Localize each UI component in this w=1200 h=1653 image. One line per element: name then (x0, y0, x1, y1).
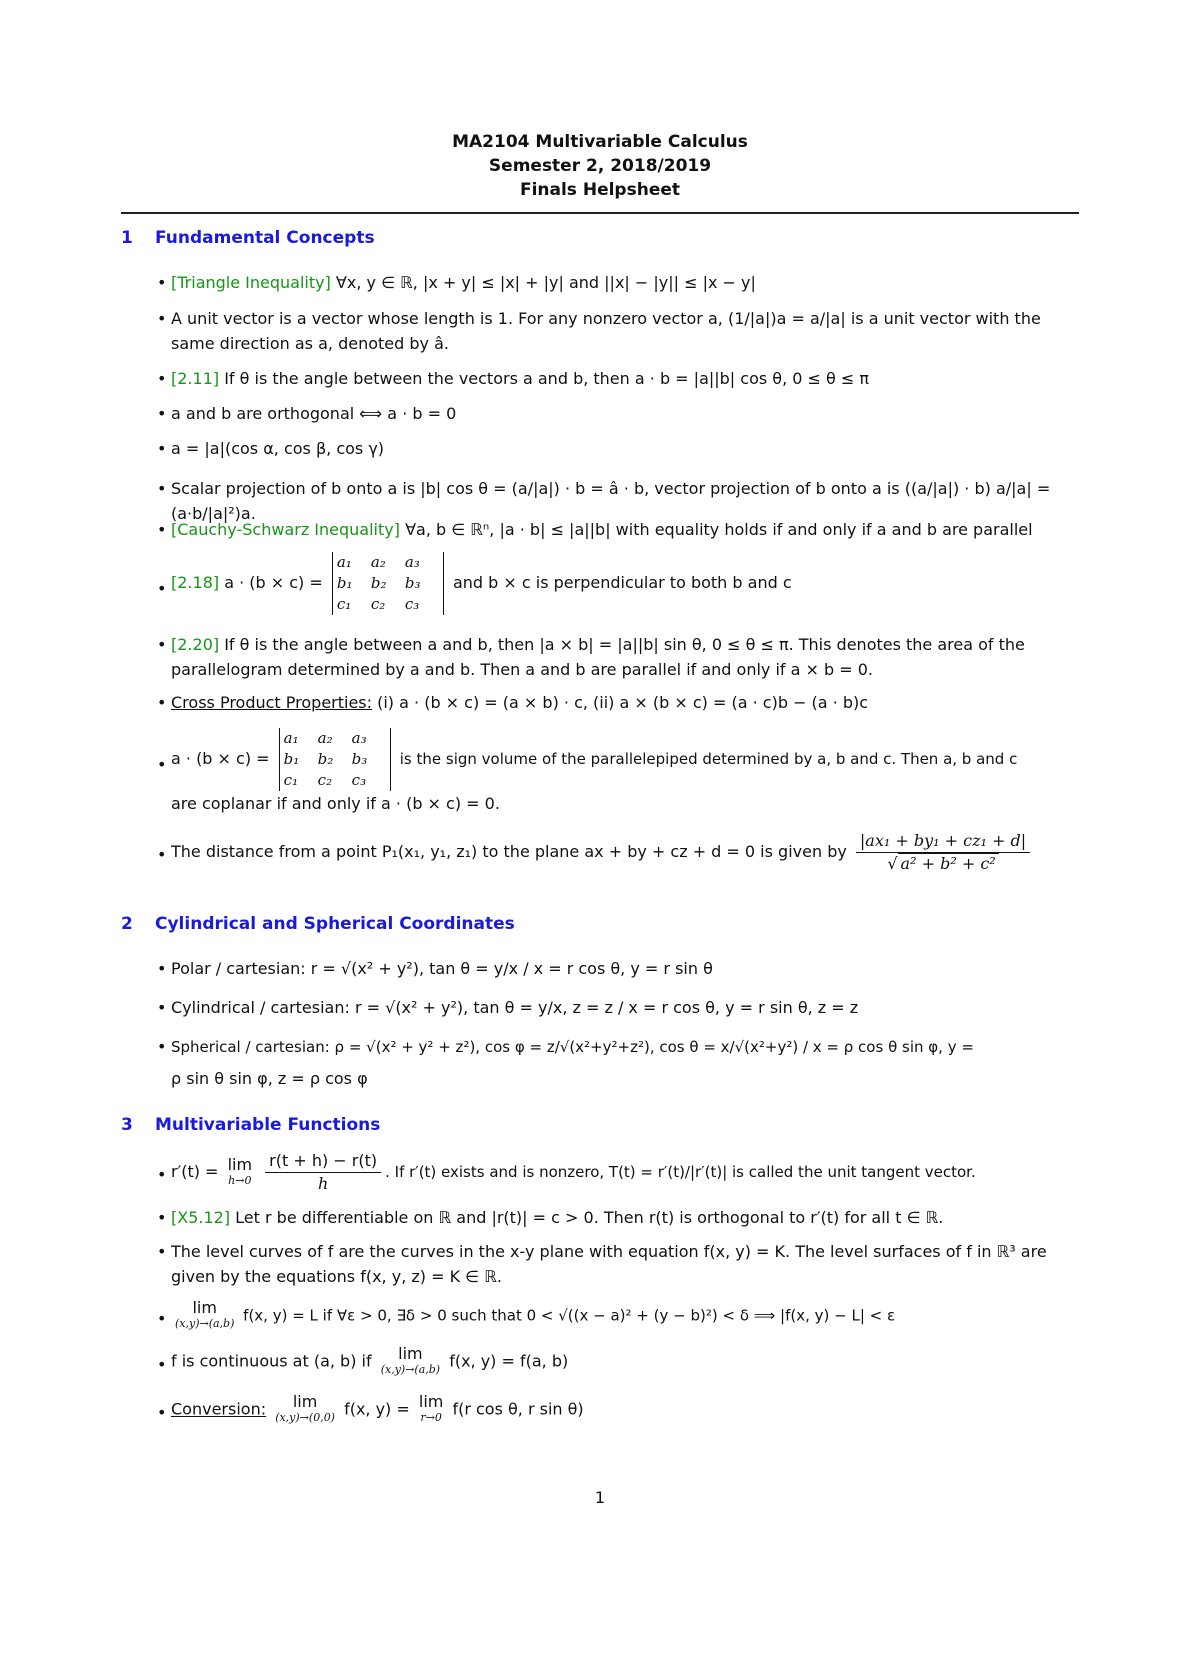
reference-link[interactable]: [X5.12] (171, 1208, 231, 1227)
list-item-spherical: • Spherical / cartesian: ρ = √(x² + y² + z²), cos φ = z/√(x²+y²+z²), cos θ = x/√(x²+y²) / x = ρ cos θ sin φ, y = ρ sin θ sin φ, z = ρ cos φ (157, 1037, 974, 1088)
section-3-heading: 3 Multivariable Functions (121, 1115, 381, 1135)
section-2-heading: 2 Cylindrical and Spherical Coordinates (121, 914, 515, 934)
reference-link[interactable]: [2.11] (171, 369, 220, 388)
limit-operator: lim (x,y)→(a,b) (175, 1298, 235, 1330)
difference-quotient: $\frac{r(t + h) - r(t)}{h}$ (265, 1150, 381, 1195)
list-item-sign-volume: • a · (b × c) = a₁ a₂ a₃ b₁ b₂ b₃ c₁ c₂ c₃ is the sign volume of the parallelepiped determined by a, b and c. Then a, b and c are coplanar if and only if a · (b × c) = 0. (157, 729, 1018, 813)
limit-operator: lim (x,y)→(0,0) (275, 1392, 335, 1424)
reference-link[interactable]: [Cauchy-Schwarz Inequality] (171, 520, 400, 539)
list-item-polar: • Polar / cartesian: r = √(x² + y²), tan θ = y/x / x = r cos θ, y = r sin θ (157, 959, 713, 978)
list-item-plane-distance: • The distance from a point P₁(x₁, y₁, z₁) to the plane ax + by + cz + d = 0 is given by $\frac{\text{|ax₁ + by₁ + cz₁ + d|}}{\text{√ a² + b² + c²}}$ (171, 830, 1081, 875)
distance-fraction: $\frac{\text{|ax₁ + by₁ + cz₁ + d|}}{\text{√ a² + b² + c²}}$ (856, 830, 1030, 875)
section-1-heading: 1 Fundamental Concepts (121, 228, 375, 248)
reference-link[interactable]: [2.18] (171, 573, 220, 592)
page-number: 1 (594, 1488, 606, 1507)
determinant: a₁ a₂ a₃ b₁ b₂ b₃ c₁ c₂ c₃ (279, 728, 391, 791)
list-item-cauchy-schwarz: • [Cauchy-Schwarz Inequality] ∀a, b ∈ ℝⁿ, |a · b| ≤ |a||b| with equality holds if and only if a and b are parallel (157, 520, 1033, 539)
list-item-cylindrical: • Cylindrical / cartesian: r = √(x² + y²), tan θ = y/x, z = z / x = r cos θ, y = r sin θ, z = z (157, 998, 859, 1017)
list-item-conversion: • Conversion: lim (x,y)→(0,0) f(x, y) = lim r→0 f(r cos θ, r sin θ) (157, 1392, 584, 1424)
course-title: MA2104 Multivariable Calculus (452, 132, 748, 152)
limit-operator: lim h→0 (227, 1154, 253, 1187)
list-item-cross-product-magnitude: • [2.20] If θ is the angle between a and b, then |a × b| = |a||b| sin θ, 0 ≤ θ ≤ π. This denotes the area of the parallelogram determined by a and b. Then a and b are parallel if and only if a × b = 0. (157, 635, 1025, 679)
list-item-tangent-vector: • r′(t) = lim h→0 $\frac{r(t + h) - r(t)}{h}$ . If r′(t) exists and is nonzero, T(t) = r′(t)/|r′(t)| is called the unit tangent vector. (157, 1151, 976, 1193)
sheet-title: Finals Helpsheet (519, 180, 681, 200)
header-rule (121, 212, 1079, 214)
determinant: a₁ a₂ a₃ b₁ b₂ b₃ c₁ c₂ c₃ (332, 552, 444, 615)
list-item-continuity: • f is continuous at (a, b) if lim (x,y)→(a,b) f(x, y) = f(a, b) (157, 1344, 569, 1376)
limit-operator: lim (x,y)→(a,b) (380, 1344, 441, 1376)
list-item-cross-product-properties: • Cross Product Properties: (i) a · (b × c) = (a × b) · c, (ii) a × (b × c) = (a · c)b − (a · b)c (157, 693, 869, 712)
list-item-triple-product: • [2.18] a · (b × c) = a₁ a₂ a₃ b₁ b₂ b₃ c₁ c₂ c₃ and b × c is perpendicular to both b and c (157, 553, 792, 613)
list-item-orthogonal-derivative: • [X5.12] Let r be differentiable on ℝ and |r(t)| = c > 0. Then r(t) is orthogonal to r′(t) for all t ∈ ℝ. (157, 1208, 944, 1227)
document-header (0, 130, 1200, 202)
reference-link[interactable]: [2.20] (171, 635, 220, 654)
list-item-level-curves: • The level curves of f are the curves in the x-y plane with equation f(x, y) = K. The level surfaces of f in ℝ³ are given by the equations f(x, y, z) = K ∈ ℝ. (157, 1242, 1047, 1286)
semester-line: Semester 2, 2018/2019 (488, 156, 712, 176)
list-item-limit-definition: • lim (x,y)→(a,b) f(x, y) = L if ∀ε > 0, ∃δ > 0 such that 0 < √((x − a)² + (y − b)²) < δ ⟹ |f(x, y) − L| < ε (157, 1298, 896, 1330)
list-item-direction-cosines: • a = |a|(cos α, cos β, cos γ) (157, 439, 385, 458)
limit-operator: lim r→0 (418, 1392, 444, 1424)
list-item-orthogonal: • a and b are orthogonal ⟺ a · b = 0 (157, 404, 457, 423)
list-item-dot-product-angle: • [2.11] If θ is the angle between the vectors a and b, then a · b = |a||b| cos θ, 0 ≤ θ ≤ π (157, 369, 870, 388)
reference-link[interactable]: [Triangle Inequality] (171, 273, 331, 292)
list-item-projection: • Scalar projection of b onto a is |b| cos θ = (a/|a|) · b = â · b, vector projection of b onto a is ((a/|a|) · b) a/|a| = (a·b/|a|²)a. (157, 479, 1051, 523)
list-item-unit-vector: • A unit vector is a vector whose length is 1. For any nonzero vector a, (1/|a|)a = a/|a| is a unit vector with the same direction as a, denoted by â. (157, 309, 1041, 353)
list-item-triangle-inequality: • [Triangle Inequality] ∀x, y ∈ ℝ, |x + y| ≤ |x| + |y| and ||x| − |y|| ≤ |x − y| (157, 273, 756, 292)
